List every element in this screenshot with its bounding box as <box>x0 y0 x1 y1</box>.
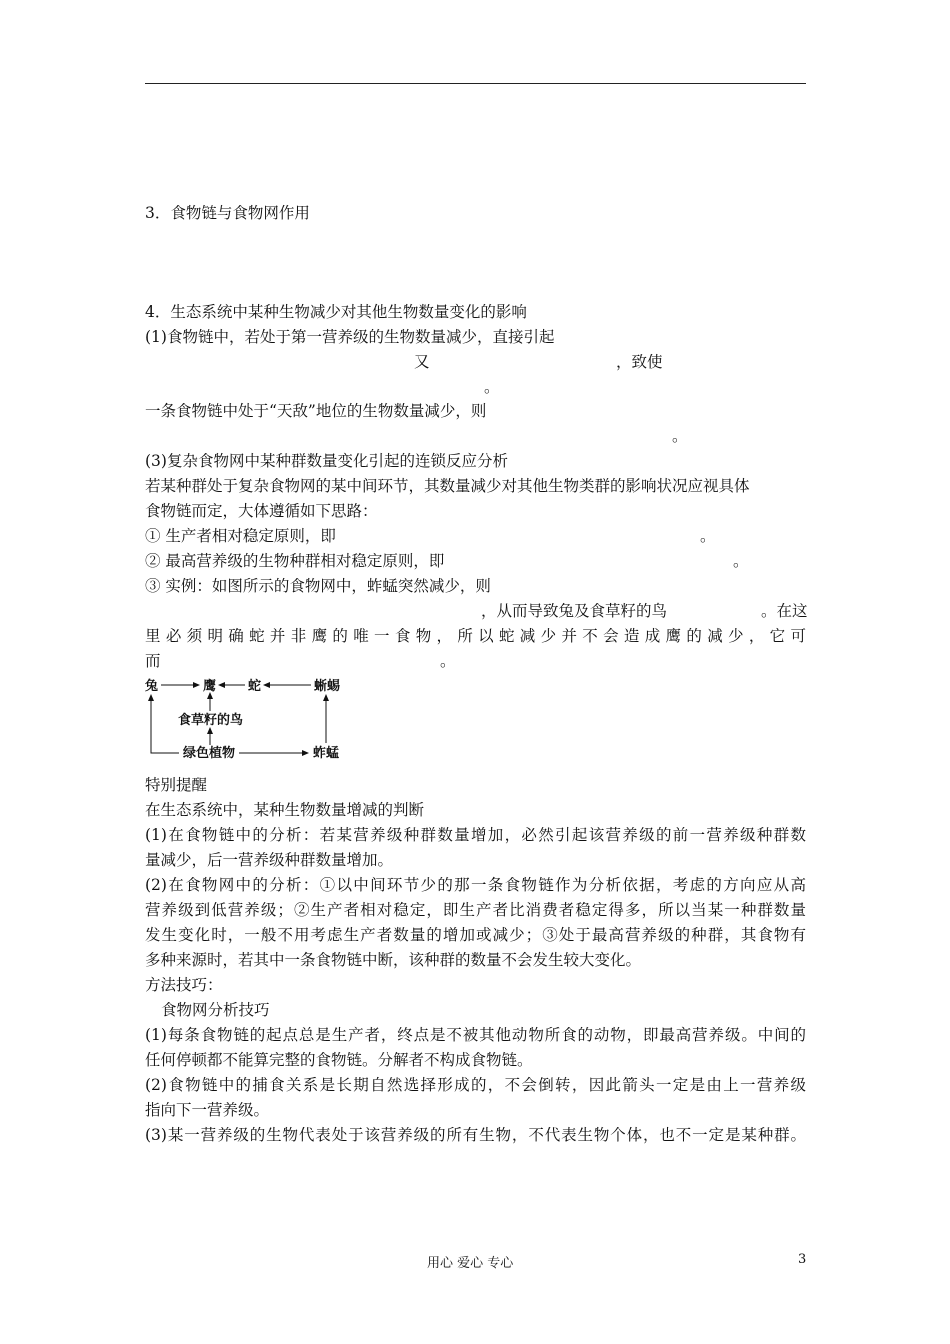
rule3-line2-end: 。在这 <box>761 602 808 620</box>
rule3-line3: 里必须明确蛇并非鹰的唯一食物，所以蛇减少并不会造成鹰的减少，它可 <box>145 627 806 645</box>
method-m3: (3)某一营养级的生物代表处于该营养级的所有生物，不代表生物个体，也不一定是某种群。 <box>145 1126 806 1144</box>
para1-zhishi: ，致使 <box>616 353 663 371</box>
method-m1b: 任何停顿都不能算完整的食物链。分解者不构成食物链。 <box>145 1051 533 1069</box>
page-number: 3 <box>798 1252 807 1267</box>
para1-you: 又 <box>414 353 430 371</box>
tips-b1: (2)在食物网中的分析：①以中间环节少的那一条食物链作为分析依据，考虑的方向应从高 <box>145 876 806 894</box>
rule3-line1: ③ 实例：如图所示的食物网中，蚱蜢突然减少，则 <box>145 577 491 595</box>
tips-b2: 营养级到低营养级；②生产者相对稳定，即生产者比消费者稳定得多，所以当某一种群数量 <box>145 901 806 919</box>
footer-slogan: 用心 爱心 专心 <box>427 1256 514 1271</box>
para3-title: (3)复杂食物网中某种群数量变化引起的连锁反应分析 <box>145 452 508 470</box>
rule3-line4: 而 <box>145 652 161 670</box>
tips-b4: 多种来源时，若其中一条食物链中断，该种群的数量不会发生较大变化。 <box>145 951 642 969</box>
rule2-dot: 。 <box>733 552 749 570</box>
para2-end-dot: 。 <box>672 427 688 445</box>
para1-end-dot: 。 <box>484 378 500 396</box>
tips-subtitle: 在生态系统中，某种生物数量增减的判断 <box>145 801 425 819</box>
method-m2b: 指向下一营养级。 <box>145 1101 270 1119</box>
method-m1a: (1)每条食物链的起点总是生产者，终点是不被其他动物所食的动物，即最高营养级。中间的 <box>145 1026 806 1044</box>
method-m2a: (2)食物链中的捕食关系是长期自然选择形成的，不会倒转，因此箭头一定是由上一营养级 <box>145 1076 806 1094</box>
rule1-line: ① 生产者相对稳定原则，即 <box>145 527 336 545</box>
rule3-line2: ，从而导致兔及食草籽的鸟 <box>481 602 668 620</box>
node-hawk: 鹰 <box>203 679 217 694</box>
header-rule <box>145 83 806 84</box>
section4-title: 4．生态系统中某种生物减少对其他生物数量变化的影响 <box>145 303 527 321</box>
tips-b3: 发生变化时，一般不用考虑生产者数量的增加或减少；③处于最高营养级的种群，其食物有 <box>145 926 806 944</box>
tips-title: 特别提醒 <box>145 776 208 794</box>
rule1-dot: 。 <box>700 527 716 545</box>
arrow-plants-rabbit <box>151 695 179 753</box>
method-title: 方法技巧： <box>145 976 223 994</box>
tips-a2: 量减少，后一营养级种群数量增加。 <box>145 851 394 869</box>
para3-line1: 若某种群处于复杂食物网的某中间环节，其数量减少对其他生物类群的影响状况应视具体 <box>145 477 750 495</box>
node-lizard: 蜥蜴 <box>314 679 341 694</box>
method-subtitle: 食物网分析技巧 <box>161 1001 270 1019</box>
rule3-line4-dot: 。 <box>440 652 456 670</box>
para3-line2: 食物链而定，大体遵循如下思路： <box>145 502 378 520</box>
node-seed-bird: 食草籽的鸟 <box>178 713 244 728</box>
tips-a1: (1)在食物链中的分析：若某营养级种群数量增加，必然引起该营养级的前一营养级种群数 <box>145 826 806 844</box>
node-grasshopper: 蚱蜢 <box>313 746 340 761</box>
node-snake: 蛇 <box>248 679 262 694</box>
para1-line1: (1)食物链中，若处于第一营养级的生物数量减少，直接引起 <box>145 328 555 346</box>
node-rabbit: 兔 <box>145 679 159 694</box>
node-green-plants: 绿色植物 <box>183 746 236 761</box>
rule2-line: ② 最高营养级的生物种群相对稳定原则，即 <box>145 552 445 570</box>
para2-line: 一条食物链中处于“天敌”地位的生物数量减少，则 <box>145 402 487 420</box>
food-web-diagram <box>145 675 355 765</box>
section3-title: 3．食物链与食物网作用 <box>145 204 310 222</box>
